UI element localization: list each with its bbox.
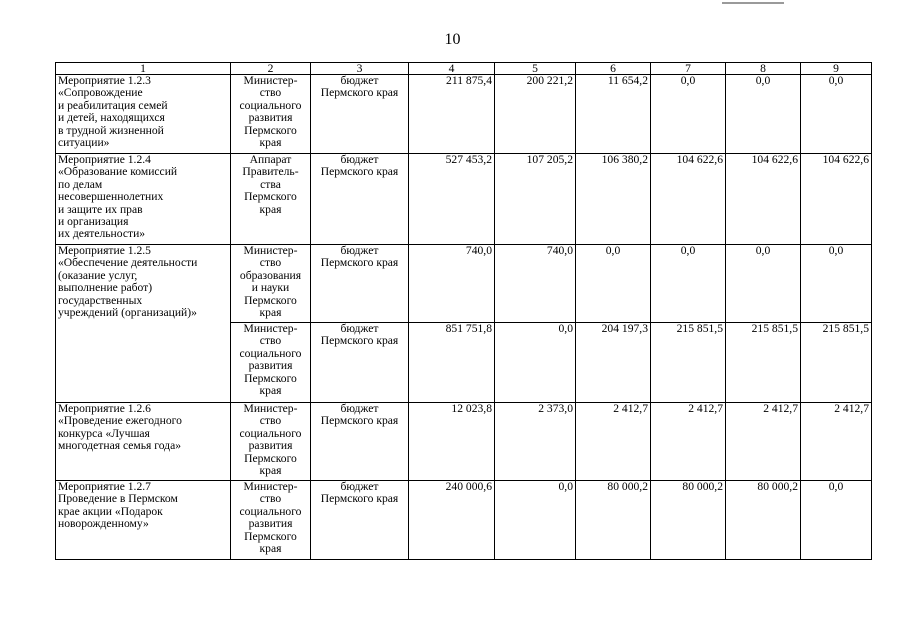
value-cell: 104 622,6 [726,154,801,245]
value-cell: 80 000,2 [651,481,726,560]
executor-text: Аппарат Правитель- ства Пермского края [242,153,299,216]
value-cell: 11 654,2 [576,75,651,154]
budget-table [55,62,872,560]
value-cell: 80 000,2 [576,481,651,560]
executor-cell [231,75,311,154]
event-text: Мероприятие 1.2.3 «Сопровождение и реабилитация семей и детей, находящихся в трудной жизненной ситуации» [58,74,168,150]
column-number-row [56,63,872,75]
value-cell: 104 622,6 [651,154,726,245]
value-cell: 2 412,7 [576,403,651,481]
value-cell: 106 380,2 [576,154,651,245]
column-header: 1 [56,63,231,75]
value-cell: 0,0 [726,245,801,323]
table-row [56,154,872,245]
value-cell: 0,0 [495,481,576,560]
column-header: 6 [576,63,651,75]
source-cell [311,75,409,154]
source-text: бюджет Пермского края [320,480,399,506]
value-cell: 0,0 [801,481,872,560]
source-cell [311,323,409,403]
executor-text: Министер- ство социального развития Пермского края [239,322,302,398]
executor-cell [231,323,311,403]
event-cell [56,403,231,481]
event-cell [56,75,231,154]
executor-text: Министер- ство социального развития Пермского края [239,480,302,556]
value-cell: 12 023,8 [409,403,495,481]
table-row [56,75,872,154]
source-cell [311,403,409,481]
event-text: Мероприятие 1.2.6 «Проведение ежегодного конкурса «Лучшая многодетная семья года» [58,402,182,453]
table-row [56,481,872,560]
event-text: Мероприятие 1.2.4 «Образование комиссий по делам несовершеннолетних и защите их прав и организация их деятельности» [58,153,178,241]
scan-mark [722,2,784,4]
source-text: бюджет Пермского края [320,74,399,100]
column-header: 5 [495,63,576,75]
value-cell: 0,0 [801,245,872,323]
source-cell [311,154,409,245]
value-cell: 2 373,0 [495,403,576,481]
source-cell [311,245,409,323]
executor-cell [231,245,311,323]
event-cell [56,481,231,560]
executor-cell [231,481,311,560]
event-text: Мероприятие 1.2.5 «Обеспечение деятельности (оказание услуг, выполнение работ) государственных учреждений (организаций)» [58,244,198,320]
executor-text: Министер- ство образования и науки Пермского края [239,244,302,320]
value-cell: 80 000,2 [726,481,801,560]
value-cell: 0,0 [651,75,726,154]
value-cell: 527 453,2 [409,154,495,245]
source-text: бюджет Пермского края [320,322,399,348]
event-cell [56,154,231,245]
event-text: Мероприятие 1.2.7 Проведение в Пермском крае акции «Подарок новорожденному» [58,480,178,531]
value-cell: 240 000,6 [409,481,495,560]
value-cell: 740,0 [409,245,495,323]
column-header: 4 [409,63,495,75]
value-cell: 2 412,7 [651,403,726,481]
value-cell: 851 751,8 [409,323,495,403]
value-cell: 211 875,4 [409,75,495,154]
column-header: 8 [726,63,801,75]
table-row [56,245,872,323]
value-cell: 215 851,5 [651,323,726,403]
value-cell: 0,0 [726,75,801,154]
executor-cell [231,154,311,245]
value-cell: 0,0 [651,245,726,323]
table-row [56,403,872,481]
value-cell: 200 221,2 [495,75,576,154]
value-cell: 215 851,5 [726,323,801,403]
value-cell: 740,0 [495,245,576,323]
source-cell [311,481,409,560]
source-text: бюджет Пермского края [320,153,399,179]
value-cell: 0,0 [576,245,651,323]
event-cell [56,245,231,403]
value-cell: 2 412,7 [801,403,872,481]
value-cell: 215 851,5 [801,323,872,403]
executor-cell [231,403,311,481]
column-header: 7 [651,63,726,75]
source-text: бюджет Пермского края [320,402,399,428]
value-cell: 0,0 [495,323,576,403]
column-header: 9 [801,63,872,75]
value-cell: 107 205,2 [495,154,576,245]
executor-text: Министер- ство социального развития Пермского края [239,402,302,478]
value-cell: 2 412,7 [726,403,801,481]
executor-text: Министер- ство социального развития Пермского края [239,74,302,150]
value-cell: 104 622,6 [801,154,872,245]
column-header: 2 [231,63,311,75]
value-cell: 204 197,3 [576,323,651,403]
source-text: бюджет Пермского края [320,244,399,270]
value-cell: 0,0 [801,75,872,154]
column-header: 3 [311,63,409,75]
page-number: 10 [444,31,461,48]
